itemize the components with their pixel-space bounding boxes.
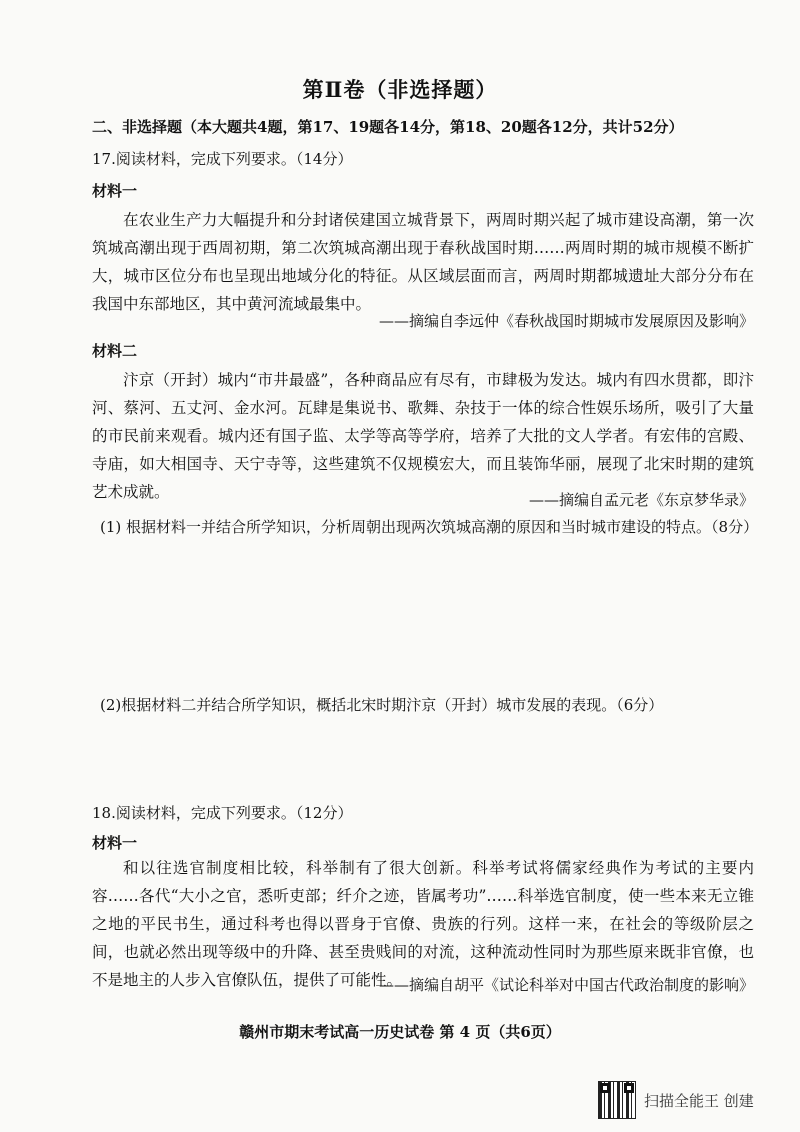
page-title: 第Ⅱ卷（非选择题） (302, 77, 498, 102)
q17-heading: 17.阅读材料，完成下列要求。（14分） (92, 150, 353, 168)
q18-material1-label: 材料一 (92, 834, 138, 852)
scanner-watermark (598, 1082, 754, 1118)
page-footer: 赣州市期末考试高一历史试卷 第 4 页（共6页） (239, 1023, 561, 1041)
q18-material1-source: ——摘编自胡平《试论科举对中国古代政治制度的影响》 (378, 976, 754, 994)
q17-material2-text: 汴京（开封）城内“市井最盛”，各种商品应有尽有，市肆极为发达。城内有四水贯都，即汴河、蔡河、五丈河、金水河。瓦肆是集说书、歌舞、杂技于一体的综合性娱乐场所，吸引了大量的市民前来观看。城内还有国子监、太学等高等学府，培养了大批的文人学者。有宏伟的宫殿、寺庙，如大相国寺、天宁寺等，这些建筑不仅规模宏大，而且装饰华丽，展现了北宋时期的建筑艺术成就。 (92, 371, 754, 501)
q18-material1-text: 和以往选官制度相比较，科举制有了很大创新。科举考试将儒家经典作为考试的主要内容……各代“大小之官，悉听吏部；纤介之迹，皆属考功”……科举选官制度，使一些本来无立锥之地的平民书生，通过科考也得以晋身于官僚、贵族的行列。这样一来，在社会的等级阶层之间，也就必然出现等级中的升降、甚至贵贱间的对流，这种流动性同时为那些原来既非官僚，也不是地主的人步入官僚队伍，提供了可能性。 (92, 859, 754, 989)
section-header: 二、非选择题（本大题共4题，第17、19题各14分，第18、20题各12分，共计52分） (92, 118, 684, 136)
scanner-label: 扫描全能王 创建 (644, 1091, 754, 1110)
q17-subquestion-1: (1) 根据材料一并结合所学知识，分析周朝出现两次筑城高潮的原因和当时城市建设的特点。（8分） (100, 518, 759, 536)
q17-subquestion-2: (2)根据材料二并结合所学知识，概括北宋时期汴京（开封）城市发展的表现。（6分） (100, 696, 664, 714)
q17-material1-text: 在农业生产力大幅提升和分封诸侯建国立城背景下，两周时期兴起了城市建设高潮，第一次筑城高潮出现于西周初期，第二次筑城高潮出现于春秋战国时期……两周时期的城市规模不断扩大，城市区位分布也呈现出地域分化的特征。从区域层面而言，两周时期都城遗址大部分分布在我国中东部地区，其中黄河流域最集中。 (92, 211, 754, 313)
q17-material1-source: ——摘编自李远仲《春秋战国时期城市发展原因及影响》 (378, 312, 754, 330)
q17-material1-label: 材料一 (92, 182, 138, 200)
qr-code-icon (598, 1081, 636, 1119)
q17-material2-source: ——摘编自孟元老《东京梦华录》 (528, 491, 754, 509)
q18-heading: 18.阅读材料，完成下列要求。（12分） (92, 804, 353, 822)
q17-material2-label: 材料二 (92, 342, 138, 360)
